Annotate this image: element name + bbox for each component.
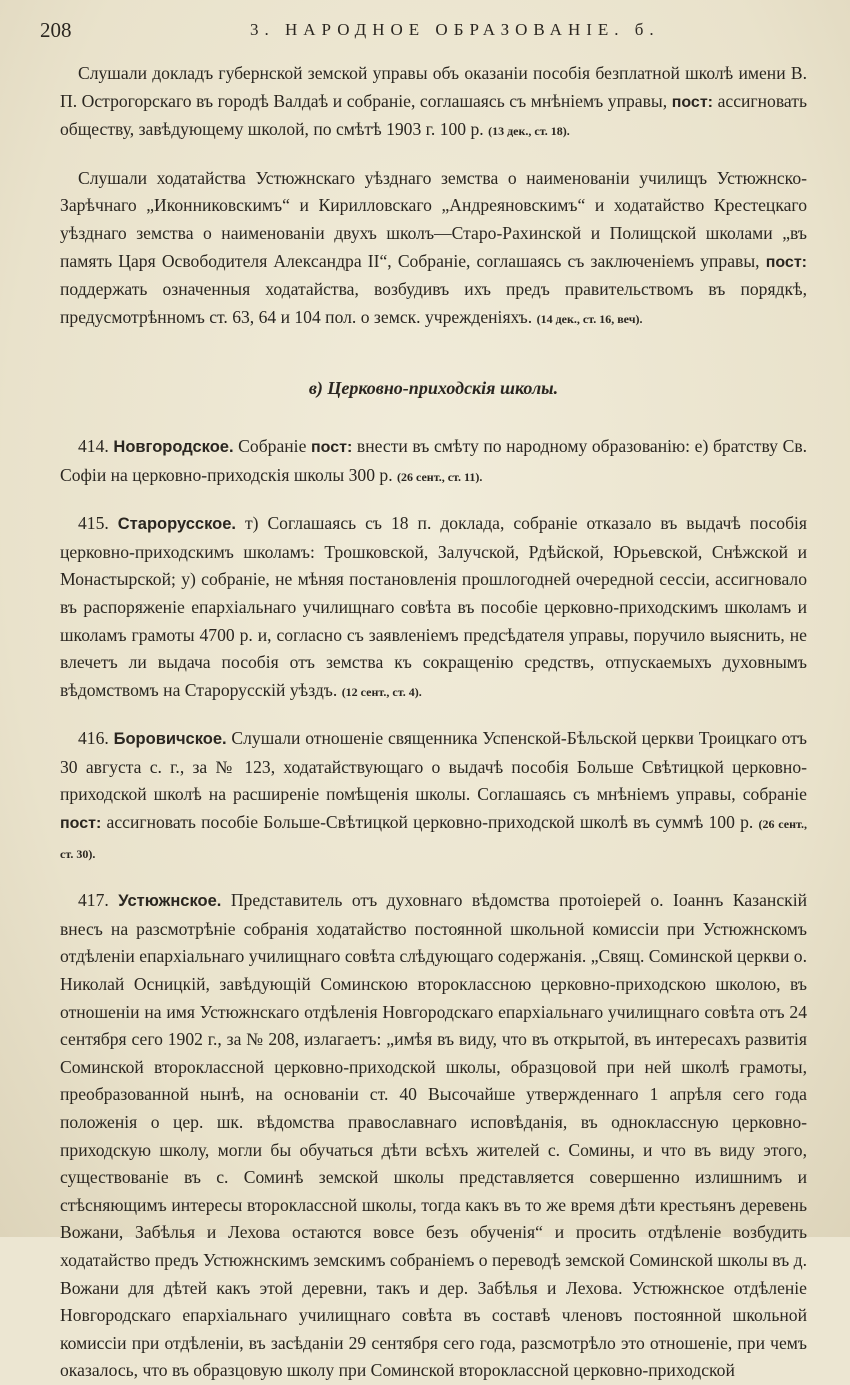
paragraph-school-naming	[60, 165, 807, 334]
session-reference: (14 дек., ст. 16, веч).	[536, 311, 643, 326]
resolution-marker: пост:	[60, 815, 102, 833]
entry-text: Собраніе	[238, 435, 307, 456]
paragraph-text: поддержать означенныя ходатайства, возбудивъ ихъ предъ правительствомъ въ порядкѣ, предусмотрѣнномъ ст. 63, 64 и 104 пол. о земск. учрежденіяхъ.	[60, 279, 807, 327]
entry-number: 415.	[78, 513, 109, 534]
section-title: в) Церковно-приходскія школы.	[308, 378, 559, 399]
resolution-marker: пост:	[671, 93, 713, 111]
session-reference: (13 дек., ст. 18).	[488, 124, 570, 139]
entry-text: т) Соглашаясь съ 18 п. доклада, собраніе отказало въ выдачѣ пособія церковно-приходскимъ школамъ: Трошковской, Залучской, Рдѣйской, Юрьевской, Снѣжской и Монастырской; у) собраніе, не мѣняя постановленія прошлогодней очередной сессіи, ассигновало въ распоряженіе епархіальнаго училищнаго совѣта въ пособіе церковно-приходскимъ школамъ и школамъ грамоты 4700 р. и, согласно съ заявленіемъ предсѣдателя управы, поручило выяснить, не влечетъ ли выдача пособія отъ земства къ сокращенію средствъ, отпускаемыхъ духовнымъ вѣдомствомъ на Старорусскій уѣздъ.	[60, 513, 807, 700]
page-body	[60, 60, 807, 1385]
entry-417	[60, 887, 807, 1385]
entry-415	[60, 510, 807, 706]
paragraph-text: Слушали докладъ губернской земской управы объ оказаніи пособія безплатной школѣ имени В. П. Острогорскаго въ городѣ Валдаѣ и собраніе, соглашаясь съ мнѣніемъ управы,	[60, 63, 807, 111]
entry-414	[60, 433, 807, 491]
paragraph-text: Слушали ходатайства Устюжнскаго уѣзднаго земства о наименованіи училищъ Устюжнско-Зарѣчнаго „Иконниковскимъ“ и Кирилловскаго „Андреяновскимъ“ и ходатайство Крестецкаго уѣзднаго земства о наименованіи двухъ школъ—Старо-Рахинской и Полищской школами „въ память Царя Освободителя Александра II“, Собраніе, соглашаясь съ заключеніемъ управы,	[60, 167, 807, 271]
page-header	[40, 18, 810, 46]
entry-416	[60, 725, 807, 868]
entry-zemstvo-name: Новгородское.	[113, 437, 234, 456]
resolution-marker: пост:	[311, 438, 353, 456]
running-head: 3. НАРОДНОЕ ОБРАЗОВАНІЕ. б.	[250, 20, 660, 39]
paragraph-valdai-school	[60, 60, 807, 146]
page-number: 208	[40, 18, 72, 42]
entry-text: внести въ смѣту по народному образованію: е) братству Св. Софіи на церковно-приходскія школы 300 р.	[60, 435, 808, 485]
session-reference: (12 сент., ст. 4).	[341, 684, 422, 699]
entry-number: 416.	[78, 728, 109, 749]
entry-number: 417.	[78, 890, 109, 911]
session-reference: (26 сент., ст. 11).	[397, 469, 483, 484]
resolution-marker: пост:	[765, 253, 807, 271]
paragraph-text: ассигновать обществу, завѣдующему школой, по смѣтѣ 1903 г. 100 р.	[60, 90, 807, 140]
entry-zemstvo-name: Старорусское.	[117, 515, 236, 534]
entry-number: 414.	[78, 435, 109, 456]
entry-text: Представитель отъ духовнаго вѣдомства протоіерей о. Іоаннъ Казанскій внесъ на разсмотрѣніе собранія ходатайство постоянной школьной комиссіи при Устюжнскомъ отдѣленіи епархіальнаго училищнаго совѣта слѣдующаго содержанія. „Свящ. Соминской церкви о. Николай Осницкій, завѣдующій Соминскою второклассною церковно-приходскою школою, въ отношеніи на имя Устюжнскаго отдѣленія Новгородскаго епархіальнаго училищнаго совѣта отъ 24 сентября сего 1902 г., за № 208, излагаетъ: „имѣя въ виду, что въ открытой, въ интересахъ развитія Соминской второклассной церковно-приходской школы, образцовой при ней школѣ грамоты, преобразованной нынѣ, на основаніи ст. 40 Высочайше утвержденнаго 1 апрѣля сего года положенія о цер. шк. вѣдомства православнаго исповѣданія, въ одноклассную церковно-приходскую школу, могли бы обучаться дѣти всѣхъ жителей с. Сомины, и что въ виду этого, существованіе въ с. Соминѣ земской школы представляется совершенно излишнимъ и стѣсняющимъ интересы второклассной школы, тогда какъ въ то же время дѣти крестьянъ деревень Вожани, Забѣлья и Лехова остаются вовсе безъ обученія“ и просить отдѣленіе возбудить ходатайство предъ Устюжнскимъ земскимъ собраніемъ о переводѣ земской Соминской школы въ д. Вожани для дѣтей какъ этой деревни, такъ и дер. Забѣлья и Лехова. Устюжнское отдѣленіе Новгородскаго епархіальнаго училищнаго совѣта въ составѣ членовъ постоянной школьной комиссіи при отдѣленіи, въ засѣданіи 29 сентября сего года, разсмотрѣло это отношеніе, при чемъ оказалось, что въ образцовую школу при Соминской второклассной церковно-приходской	[60, 890, 807, 1381]
entry-text: ассигновать пособіе Больше-Свѣтицкой церковно-приходской школѣ въ суммѣ 100 р.	[106, 812, 754, 833]
session-reference: (26 сент., ст. 30).	[60, 817, 808, 861]
entry-zemstvo-name: Боровичское.	[113, 730, 227, 749]
entry-text: Слушали отношеніе священника Успенской-Бѣльской церкви Троицкаго отъ 30 августа с. г., за № 123, ходатайствующаго о выдачѣ пособія Больше Свѣтицкой церковно-приходской школѣ на расширеніе помѣщенія школы. Соглашаясь съ мнѣніемъ управы, собраніе	[60, 728, 808, 805]
entry-zemstvo-name: Устюжнское.	[118, 892, 222, 911]
